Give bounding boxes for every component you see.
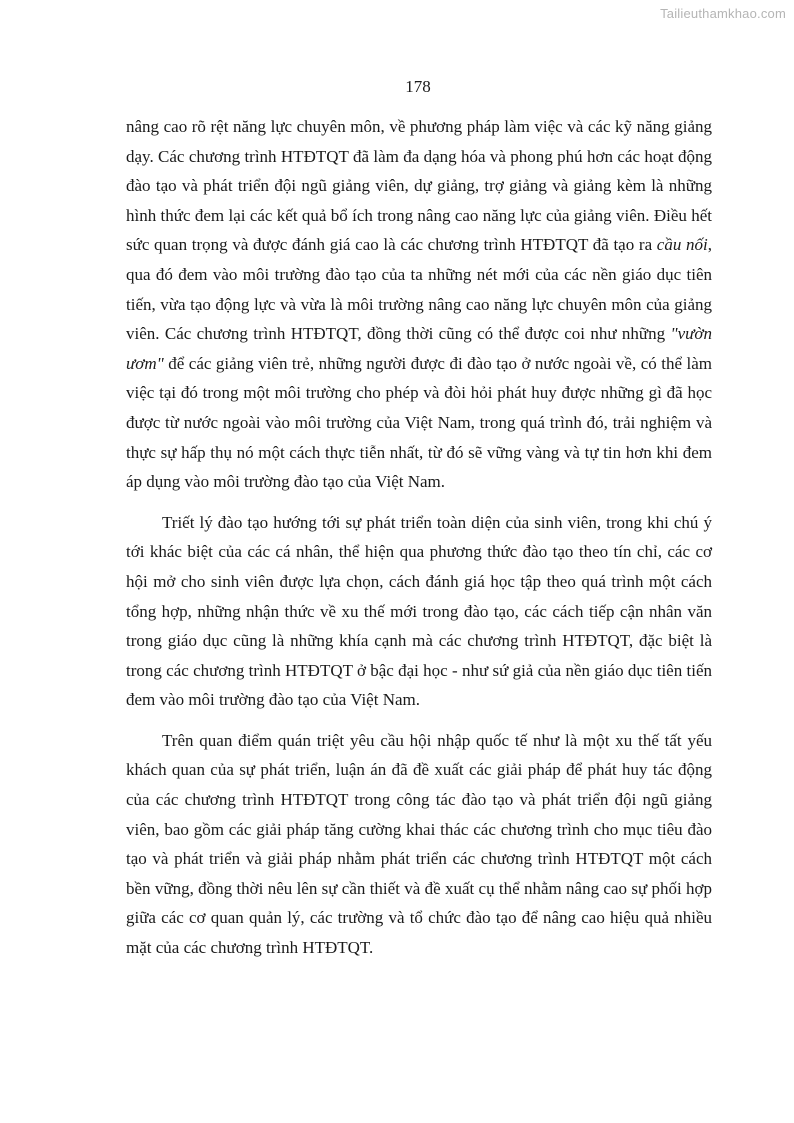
page-number: 178: [405, 77, 431, 96]
paragraph-1-text-2: , qua đó đem vào môi trường đào tạo của ta những nét mới của các nền giáo dục tiên tiến, vừa tạo động lực và vừa là môi trường nâng cao năng lực chuyên môn của giảng viên. Các chương trình HTĐTQT, đồng thời cũng có thể được coi như những: [126, 235, 712, 344]
document-body: [126, 112, 712, 963]
paragraph-1: [126, 112, 712, 497]
paragraph-1-italic-vuon-uom: "vườn ươm": [126, 324, 712, 373]
paragraph-2-text: Triết lý đào tạo hướng tới sự phát triển toàn diện của sinh viên, trong khi chú ý tới khác biệt của các cá nhân, thể hiện qua phương thức đào tạo theo tín chỉ, các cơ hội mở cho sinh viên được lựa chọn, cách đánh giá học tập theo quá trình một cách tổng hợp, những nhận thức về xu thế mới trong đào tạo, các cách tiếp cận nhân văn trong giáo dục cũng là những khía cạnh mà các chương trình HTĐTQT, đặc biệt là trong các chương trình HTĐTQT ở bậc đại học - như sứ giả của nền giáo dục tiên tiến đem vào môi trường đào tạo của Việt Nam.: [126, 512, 712, 710]
paragraph-1-text-1: nâng cao rõ rệt năng lực chuyên môn, về phương pháp làm việc và các kỹ năng giảng dạy. Các chương trình HTĐTQT đã làm đa dạng hóa và phong phú hơn các hoạt động đào tạo và phát triển đội ngũ giảng viên, dự giảng, trợ giảng và giảng kèm là những hình thức đem lại các kết quả bổ ích trong nâng cao năng lực của giảng viên. Điều hết sức quan trọng và được đánh giá cao là các chương trình HTĐTQT đã tạo ra: [126, 117, 712, 255]
watermark-text: Tailieuthamkhao.com: [660, 6, 786, 21]
paragraph-1-text-3: để các giảng viên trẻ, những người được đi đào tạo ở nước ngoài về, có thể làm việc tại đó trong một môi trường cho phép và đòi hỏi phát huy được những gì đã học được từ nước ngoài vào môi trường của Việt Nam, trong quá trình đó, trải nghiệm và thực sự hấp thụ nó một cách thực tiễn nhất, từ đó sẽ vững vàng và tự tin hơn khi đem áp dụng vào môi trường đào tạo của Việt Nam.: [126, 353, 712, 492]
paragraph-3-text: Trên quan điểm quán triệt yêu cầu hội nhập quốc tế như là một xu thế tất yếu khách quan của sự phát triển, luận án đã đề xuất các giải pháp để phát huy tác động của các chương trình HTĐTQT trong công tác đào tạo và phát triển đội ngũ giảng viên, bao gồm các giải pháp tăng cường khai thác các chương trình cho mục tiêu đào tạo và phát triển và giải pháp nhằm phát triển các chương trình HTĐTQT một cách bền vững, đồng thời nêu lên sự cần thiết và đề xuất cụ thể nhằm nâng cao sự phối hợp giữa các cơ quan quản lý, các trường và tổ chức đào tạo để nâng cao hiệu quả nhiều mặt của các chương trình HTĐTQT.: [126, 730, 712, 958]
paragraph-3: [126, 726, 712, 963]
paragraph-2: [126, 508, 712, 715]
paragraph-1-italic-cau-noi: cầu nối: [656, 235, 708, 255]
